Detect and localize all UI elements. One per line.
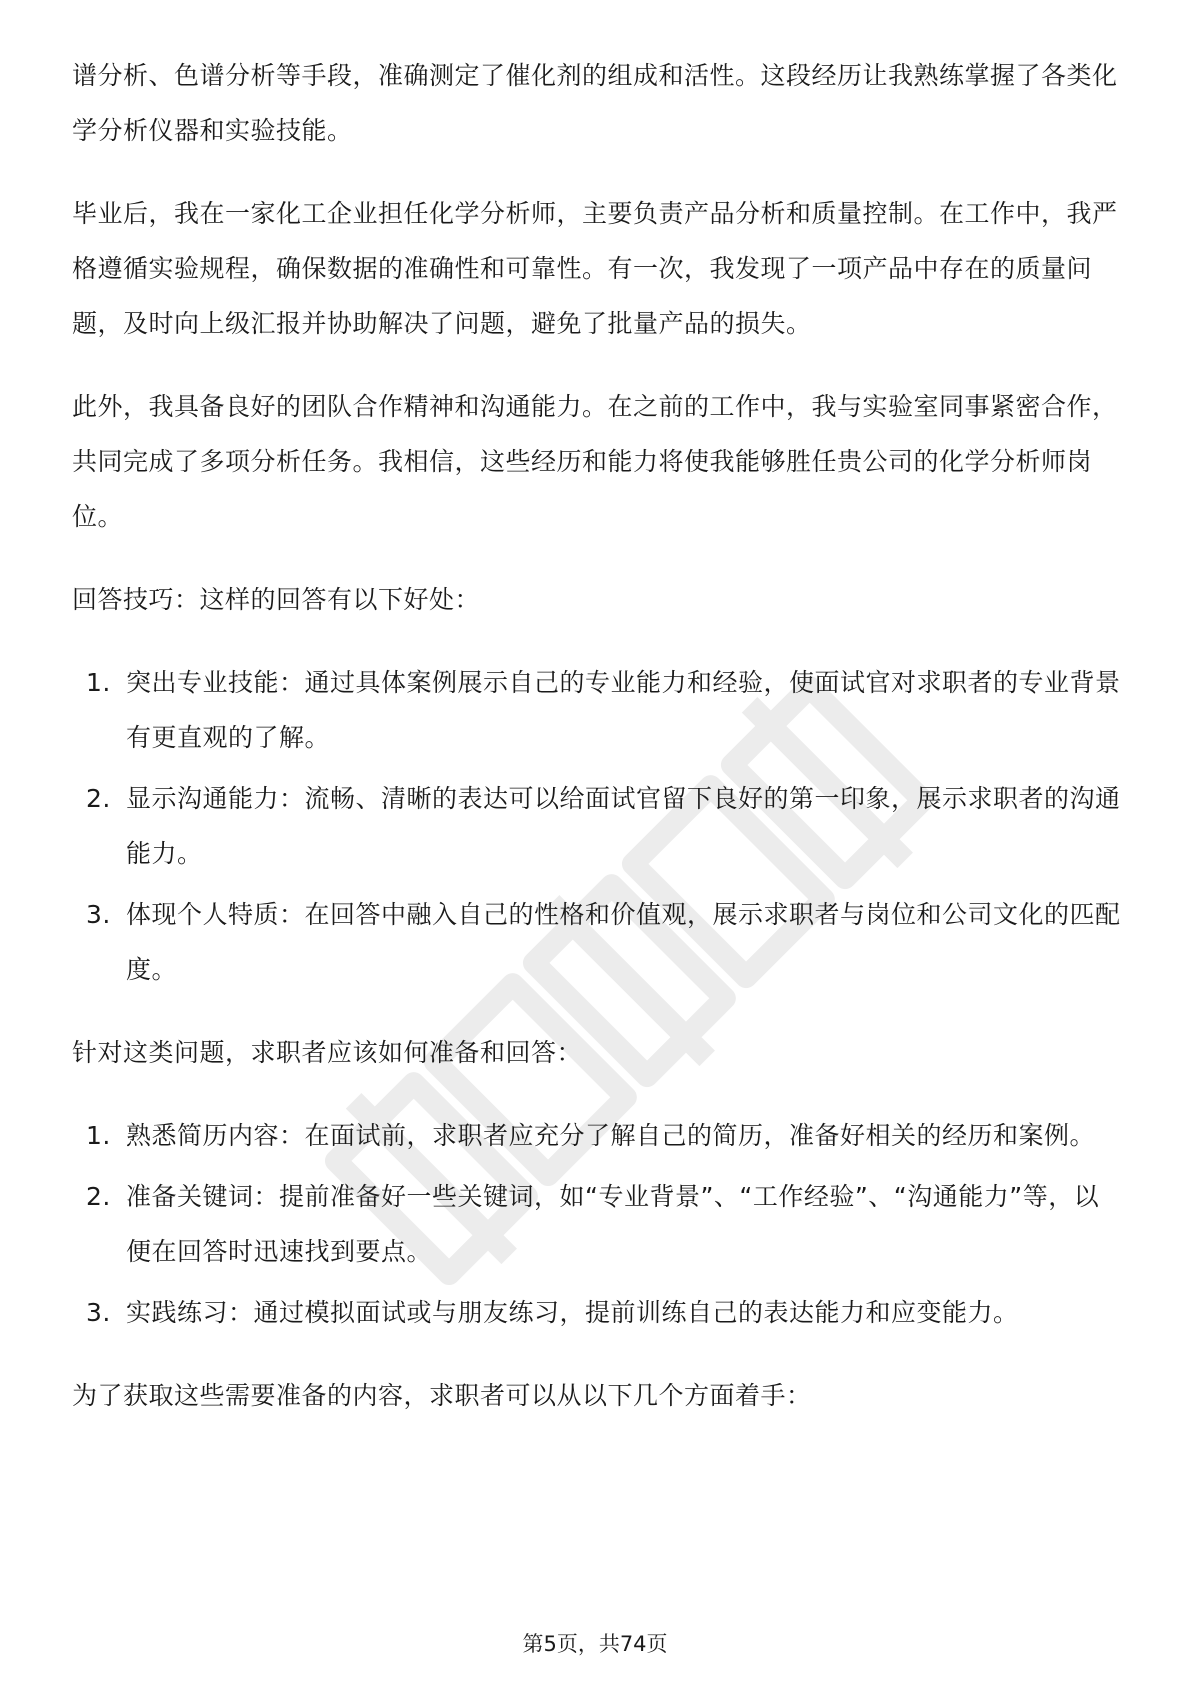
preparation-list xyxy=(72,1108,1122,1340)
list-item xyxy=(72,655,1122,765)
list-item-text: 熟悉简历内容：在面试前，求职者应充分了解自己的简历，准备好相关的经历和案例。 xyxy=(126,1121,1096,1150)
list-item xyxy=(72,887,1122,997)
list-number: 2. xyxy=(86,784,111,813)
list-item-text: 实践练习：通过模拟面试或与朋友练习，提前训练自己的表达能力和应变能力。 xyxy=(126,1298,1019,1327)
paragraph-answer-tips: 回答技巧：这样的回答有以下好处： xyxy=(72,585,481,614)
list-item-text: 突出专业技能：通过具体案例展示自己的专业能力和经验，使面试官对求职者的专业背景有更直观的了解。 xyxy=(126,668,1121,752)
benefits-list xyxy=(72,655,1122,997)
page-footer: 第5页，共74页 xyxy=(522,1632,668,1656)
list-item xyxy=(72,771,1122,881)
list-number: 3. xyxy=(86,900,111,929)
list-item xyxy=(72,1169,1122,1279)
document-body xyxy=(72,48,1122,1451)
paragraph-experience-continued: 谱分析、色谱分析等手段，准确测定了催化剂的组成和活性。这段经历让我熟练掌握了各类化学分析仪器和实验技能。 xyxy=(72,61,1118,145)
paragraph-work-history: 毕业后，我在一家化工企业担任化学分析师，主要负责产品分析和质量控制。在工作中，我严格遵循实验规程，确保数据的准确性和可靠性。有一次，我发现了一项产品中存在的质量问题，及时向上级汇报并协助解决了问题，避免了批量产品的损失。 xyxy=(72,199,1118,338)
paragraph-closing: 为了获取这些需要准备的内容，求职者可以从以下几个方面着手： xyxy=(72,1381,812,1410)
list-item xyxy=(72,1285,1122,1340)
paragraph-preparation-heading: 针对这类问题，求职者应该如何准备和回答： xyxy=(72,1038,583,1067)
list-number: 1. xyxy=(86,668,111,697)
list-item-text: 体现个人特质：在回答中融入自己的性格和价值观，展示求职者与岗位和公司文化的匹配度。 xyxy=(126,900,1121,984)
list-item-text: 准备关键词：提前准备好一些关键词，如“专业背景”、“工作经验”、“沟通能力”等，以便在回答时迅速找到要点。 xyxy=(126,1182,1100,1266)
list-item xyxy=(72,1108,1122,1163)
paragraph-teamwork: 此外，我具备良好的团队合作精神和沟通能力。在之前的工作中，我与实验室同事紧密合作，共同完成了多项分析任务。我相信，这些经历和能力将使我能够胜任贵公司的化学分析师岗位。 xyxy=(72,392,1118,531)
list-item-text: 显示沟通能力：流畅、清晰的表达可以给面试官留下良好的第一印象，展示求职者的沟通能力。 xyxy=(126,784,1121,868)
list-number: 3. xyxy=(86,1298,111,1327)
list-number: 1. xyxy=(86,1121,111,1150)
list-number: 2. xyxy=(86,1182,111,1211)
